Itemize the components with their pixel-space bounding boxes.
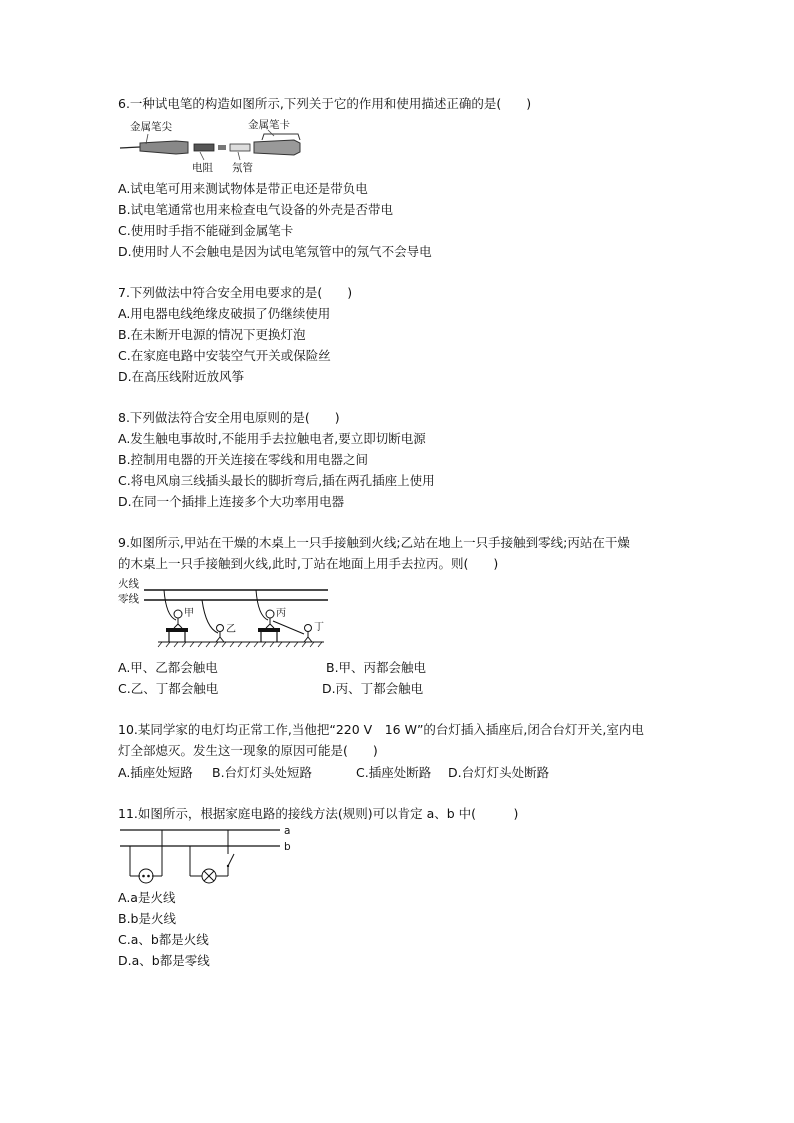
question-8-option-b: B.控制用电器的开关连接在零线和用电器之间 bbox=[118, 452, 369, 467]
question-9-stem-line-2: 的木桌上一只手接触到火线,此时,丁站在地面上用手去拉丙。则( ) bbox=[118, 556, 499, 571]
question-9-option-b: B.甲、丙都会触电 bbox=[326, 660, 427, 675]
question-10-option-c: C.插座处断路 bbox=[356, 765, 432, 780]
question-10-stem-line-2: 灯全部熄灭。发生这一现象的原因可能是( ) bbox=[118, 743, 378, 758]
question-8-option-c: C.将电风扇三线插头最长的脚折弯后,插在两孔插座上使用 bbox=[118, 473, 435, 488]
label-resistor: 电阻 bbox=[192, 162, 213, 174]
question-10-option-b: B.台灯灯头处短路 bbox=[212, 765, 313, 780]
label-neutral-wire: 零线 bbox=[118, 593, 139, 605]
question-8-stem: 8.下列做法符合安全用电原则的是( ) bbox=[118, 410, 340, 425]
label-b: b bbox=[284, 841, 291, 853]
question-7-option-d: D.在高压线附近放风筝 bbox=[118, 369, 245, 384]
question-11-option-b: B.b是火线 bbox=[118, 911, 176, 926]
question-6-option-a: A.试电笔可用来测试物体是带正电还是带负电 bbox=[118, 181, 368, 196]
question-11-option-a: A.a是火线 bbox=[118, 890, 176, 905]
label-metal-clip: 金属笔卡 bbox=[248, 119, 290, 131]
label-neon-tube: 氖管 bbox=[232, 162, 253, 174]
question-6-option-c: C.使用时手指不能碰到金属笔卡 bbox=[118, 223, 294, 238]
label-ding: 丁 bbox=[314, 622, 324, 633]
socket-icon bbox=[130, 830, 162, 883]
question-10-option-d: D.台灯灯头处断路 bbox=[448, 765, 550, 780]
question-6-option-d: D.使用时人不会触电是因为试电笔氖管中的氖气不会导电 bbox=[118, 244, 432, 259]
question-10-option-a: A.插座处短路 bbox=[118, 765, 193, 780]
question-7-option-c: C.在家庭电路中安装空气开关或保险丝 bbox=[118, 348, 331, 363]
label-live-wire: 火线 bbox=[118, 578, 139, 590]
question-9-option-d: D.丙、丁都会触电 bbox=[322, 681, 424, 696]
question-10-stem-line-1: 10.某同学家的电灯均正常工作,当他把“220 V 16 W”的台灯插入插座后,闭合台灯开关,室内电 bbox=[118, 722, 644, 737]
label-bing: 丙 bbox=[276, 608, 286, 619]
question-9-stem-line-1: 9.如图所示,甲站在干燥的木桌上一只手接触到火线;乙站在地上一只手接触到零线;丙站在干燥 bbox=[118, 535, 630, 550]
question-6-stem: 6.一种试电笔的构造如图所示,下列关于它的作用和使用描述正确的是( ) bbox=[118, 96, 532, 111]
household-circuit-figure bbox=[118, 824, 298, 886]
person-yi bbox=[202, 600, 224, 642]
question-8-option-d: D.在同一个插排上连接多个大功率用电器 bbox=[118, 494, 345, 509]
label-a: a bbox=[284, 825, 291, 837]
test-pen-figure bbox=[118, 116, 308, 174]
question-9-option-a: A.甲、乙都会触电 bbox=[118, 660, 218, 675]
question-11-option-d: D.a、b都是零线 bbox=[118, 953, 210, 968]
lamp-icon bbox=[202, 869, 216, 883]
question-11-option-c: C.a、b都是火线 bbox=[118, 932, 209, 947]
label-jia: 甲 bbox=[184, 608, 194, 619]
question-9-option-c: C.乙、丁都会触电 bbox=[118, 681, 219, 696]
switch-icon bbox=[227, 854, 234, 867]
wiring-people-figure bbox=[118, 576, 332, 654]
person-ding bbox=[304, 625, 312, 643]
question-11-stem: 11.如图所示，根据家庭电路的接线方法(规则)可以肯定 a、b 中( ) bbox=[118, 806, 519, 821]
label-yi: 乙 bbox=[226, 624, 236, 635]
label-metal-tip: 金属笔尖 bbox=[130, 121, 172, 133]
question-7-stem: 7.下列做法中符合安全用电要求的是( ) bbox=[118, 285, 353, 300]
question-8-option-a: A.发生触电事故时,不能用手去拉触电者,要立即切断电源 bbox=[118, 431, 426, 446]
lamp-switch-branch bbox=[190, 830, 234, 883]
question-7-option-a: A.用电器电线绝缘皮破损了仍继续使用 bbox=[118, 306, 331, 321]
question-7-option-b: B.在未断开电源的情况下更换灯泡 bbox=[118, 327, 306, 342]
question-6-option-b: B.试电笔通常也用来检查电气设备的外壳是否带电 bbox=[118, 202, 394, 217]
